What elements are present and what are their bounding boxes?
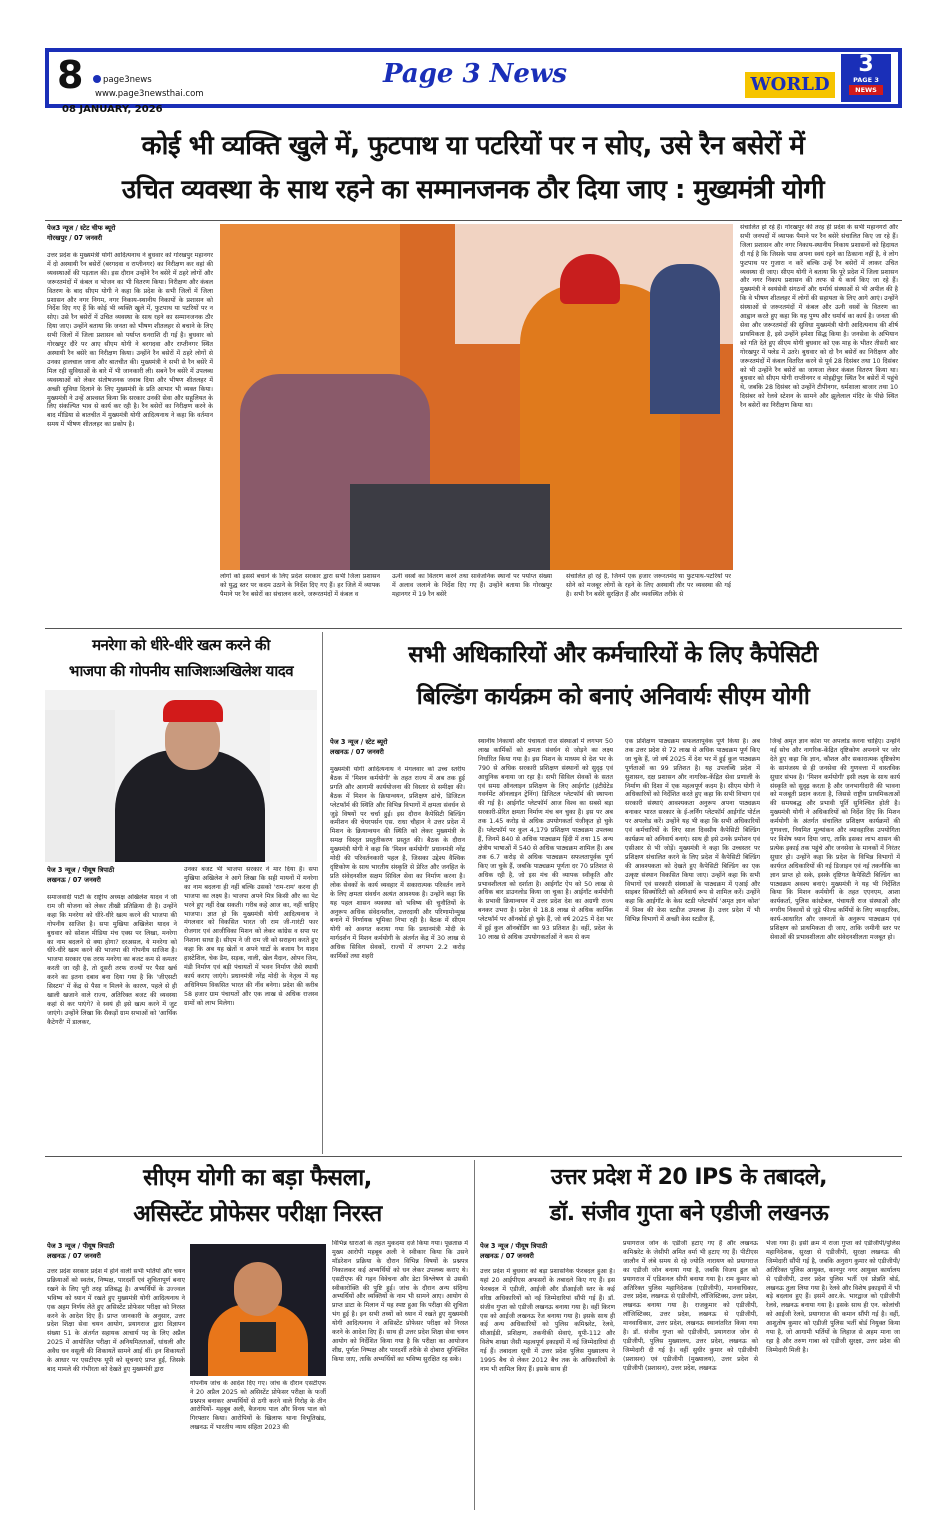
story5-byline — [480, 1242, 616, 1266]
story1-headline-line2: उचित व्यवस्था के साथ रहने का सम्मानजनक ठौर दिया जाए : मुख्यमंत्री योगी — [121, 175, 825, 205]
story4-column-2: विभिन्न धाराओं के तहत मुकदमा दर्ज किया गया। पूछताछ में मुख्य आरोपी महबूब अली ने स्वीकार किया कि उसने मॉडरेशन प्रक्रिया के दौरान विभिन्न विषयों के प्रश्नपत्र निकालकर कई अभ्यर्थियों को धन लेकर उपलब्ध कराए थे। एसटीएफ की गहन विवेचना और डेटा विश्लेषण से उसकी स्वीकारोक्ति की पुष्टि हुई। जांच के दौरान अन्य संदिग्ध अभ्यर्थियों और व्यक्तियों के नाम भी सामने आए। आयोग से प्राप्त डाटा के मिलान में यह स्पष्ट हुआ कि परीक्षा की शुचिता भंग हुई है। इन सभी तथ्यों को ध्यान में रखते हुए मुख्यमंत्री योगी आदित्यनाथ ने असिस्टेंट प्रोफेसर परीक्षा को निरस्त करने के आदेश दिए हैं। साथ ही उत्तर प्रदेश शिक्षा सेवा चयन आयोग को निर्देशित किया गया है कि परीक्षा का आयोजन शीघ्र, पूर्णतः निष्पक्ष और पारदर्शी तरीके से दोबारा सुनिश्चित किया जाए, ताकि अभ्यर्थियों का भविष्य सुरक्षित रह सके। — [332, 1240, 468, 1363]
story3-byline-source: पेज 3 न्यूज / स्टेट ब्यूरो — [330, 738, 388, 746]
photo-figure-right — [270, 710, 317, 862]
story4-headline-line2: असिस्टेंट प्रोफेसर परीक्षा निरस्त — [133, 1201, 382, 1227]
story5-column-1: उत्तर प्रदेश में बुधवार को बड़ा प्रशासनिक फेरबदल हुआ है। यहां 20 आईपीएस अफसरों के तबादले किए गए हैं। इस फेरबदल में एडीजी, आईजी और डीआईजी स्तर के कई वरिष्ठ अधिकारियों को नई जिम्मेदारियां सौंपी गई हैं। डॉ. संजीव गुप्ता को एडीजी लखनऊ बनाया गया है। वहीं किरण एस को आईजी लखनऊ रेंज बनाया गया है। इसके साथ ही कई अन्य अधिकारियों को पुलिस कमिश्नरेट, रेलवे, सीआईडी, प्रशिक्षण, तकनीकी सेवाएं, यूपी-112 और विशेष शाखा जैसी महत्वपूर्ण इकाइयों में नई जिम्मेदारियां दी गई हैं। तबादला सूची में उत्तर प्रदेश पुलिस मुख्यालय ने 1995 बैच से लेकर 2012 बैच तक के अधिकारियों के नाम भी शामिल किए हैं। इसके साथ ही — [480, 1268, 615, 1373]
story1-caption-a: लोगों को इससे बचाने के लिए प्रदेश सरकार द्वारा सभी जिला प्रशासन को युद्ध स्तर पर कदम उठाने के निर्देश दिए गए हैं। हर जिले में व्यापक पैमाने पर रैन बसेरों का संचालन करने, जरूरतमंदों में कंबल व — [220, 573, 380, 598]
story2-divider — [322, 632, 323, 1154]
story5-headline-line2: डॉ. संजीव गुप्ता बने एडीजी लखनऊ — [549, 1201, 829, 1226]
story3-headline[interactable] — [326, 634, 900, 726]
story5-column-3: भेजा गया है। इसी क्रम में राजा गुप्ता को एडीजीपी/पुलिस महानिदेशक, सुरक्षा से एडीजीपी, सुरक्षा लखनऊ की जिम्मेदारी सौंपी गई है, जबकि अनुराग कुमार को एडीजीपी/अतिरिक्त पुलिस आयुक्त, कानपुर नगर आयुक्त कार्यालय से एडीजीपी, उत्तर प्रदेश पुलिस भर्ती एवं प्रोन्नति बोर्ड, लखनऊ तुला लिया गया है। रेलवे और विशेष इकाइयों में भी बड़े बदलाव हुए हैं। इसमें आर.के. भारद्वाज को एडीजीपी रेलवे, लखनऊ बनाया गया है। इसके साथ ही एन. कोलांची को आईजी रेलवे, प्रयागराज की कमान सौंपी गई है। वहीं, आशुतोष कुमार को एडीजी पुलिस भर्ती बोर्ड नियुक्त किया गया है, जो आगामी भर्तियों के लिहाज से अहम माना जा रहा है और तरुण गाबा को एडीजी सुरक्षा, उत्तर प्रदेश की जिम्मेदारी मिली है। — [766, 1240, 900, 1354]
story2-byline-source: पेज 3 न्यूज / पीयूष त्रिपाठी — [47, 866, 115, 874]
badge-number: 3 — [858, 54, 874, 77]
story4-column-1: उत्तर प्रदेश सरकार प्रदेश में होने वाली सभी भर्तियों और चयन प्रक्रियाओं को स्वतंत्र, निष्पक्ष, पारदर्शी एवं शुचितापूर्ण बनाए रखने के लिए पूरी तरह प्रतिबद्ध है। अभ्यर्थियों के उज्ज्वल भविष्य को ध्यान में रखते हुए मुख्यमंत्री योगी आदित्यनाथ ने एक अहम निर्णय लेते हुए असिस्टेंट प्रोफेसर परीक्षा को निरस्त करने के आदेश दिए हैं। प्राप्त जानकारी के अनुसार, उत्तर प्रदेश शिक्षा सेवा चयन आयोग, प्रयागराज द्वारा विज्ञापन संख्या 51 के अंतर्गत सहायक आचार्य पद के लिए अप्रैल 2025 में आयोजित परीक्षा में अनियमितताओं, धांधली और अवैध धन वसूली की शिकायतें सामने आई थीं। इन शिकायतों के आधार पर एसटीएफ यूपी को सूचनाएं प्राप्त हुईं, जिसके बाद मामले की गंभीरता को देखते हुए मुख्यमंत्री द्वारा — [47, 1268, 185, 1373]
story2-byline — [47, 866, 207, 890]
story4-byline-place: लखनऊ / 07 जनवरी — [47, 1252, 101, 1260]
story2-column-2: उनका बजट भी भाजपा सरकार ने मार दिया है। सपा मुखिया अखिलेश ने आगे लिखा कि सही मायनों में मनरेगा का नाम बदलना ही नहीं बल्कि उसको 'राम-राम' करना ही भाजपा का लक्ष्य है। भाजपा अपने मित्र किसी और का पेट भरने हुए नहीं देख सकती। गरीब कहे आज का, नहीं चाहिए भाजपा। ज्ञात हो कि मुख्यमंत्री योगी आदित्यनाथ ने मंगलवार को विकसित भारत जी राम जी-गारंटी फार रोजगार एवं आजीविका मिशन को लेकर कांग्रेस व सपा पर निशाना साधा है। सीएम ने जी राम जी को सराहना करते हुए कहा कि अब यह खेतों व अपने घाटों के बजाय रैन यादव हास्टेशिल, चेक डैम, सड़क, नाली, खेल मैदान, ओपन जिम, मंडी निर्माण एवं बड़ी पंचायतों में भवन निर्माण जैसे स्थायी कार्य कराए जाएंगे। प्रधानमंत्री नरेंद्र मोदी के नेतृत्व में यह अधिनियम विकसित भारत की नींव बनेगा। प्रदेश की करीब 58 हजार ग्राम पंचायतों और एक लाख से अधिक राजस्व ग्रामों को लाभ मिलेगा। — [184, 866, 318, 1007]
badge-line2: NEWS — [849, 85, 883, 95]
story3-column-2: स्थानीय निकायों और पंचायतों राज संस्थाओं में लगभग 50 लाख कार्मिकों को क्षमता संवर्धन से जोड़ने का लक्ष्य निर्धारित किया गया है। इस मिशन के माध्यम से देश भर के 790 से अधिक सरकारी प्रशिक्षण संस्थानों को सुदृढ़ एवं आधुनिक बनाया जा रहा है। सभी सिविल सेवकों के सतत एवं समग्र ऑनलाइन प्रशिक्षण के लिए आईगॉट (इंटीग्रेटेड गवर्नमेंट ऑनलाइन ट्रेनिंग) डिजिटल प्लेटफॉर्म की स्थापना की गई है। आईगॉट प्लेटफॉर्म आज विश्व का सबसे बड़ा सरकारी-प्रेरित क्षमता निर्माण मंच बन चुका है। इस पर अब तक 1.45 करोड़ से अधिक उपयोगकर्ता पंजीकृत हो चुके हैं। प्लेटफॉर्म पर कुल 4,179 प्रशिक्षण पाठ्यक्रम उपलब्ध हैं, जिनमें 840 से अधिक पाठ्यक्रम हिंदी में तथा 15 अन्य क्षेत्रीय भाषाओं में 540 से अधिक पाठ्यक्रम शामिल हैं। अब तक 6.7 करोड़ से अधिक पाठ्यक्रम सफलतापूर्वक पूर्ण किए जा चुके हैं, जबकि पाठ्यक्रम पूर्णता दर 70 प्रतिशत से अधिक रही है, जो इस मंच की व्यापक स्वीकृति और प्रभावशीलता को दर्शाता है। आईगॉट ऐप को 50 लाख से अधिक बार डाउनलोड किया जा चुका है। आईगॉट कर्मयोगी के प्रभावी क्रियान्वयन में उत्तर प्रदेश देश का अग्रणी राज्य बनकर उभरा है। प्रदेश से 18.8 लाख से अधिक कार्मिक प्लेटफॉर्म पर ऑनबोर्ड हो चुके हैं, जो वर्ष 2025 में देश भर में हुई कुल ऑनबोर्डिंग का 93 प्रतिशत है। वहीं, प्रदेश के 10 लाख से अधिक उपयोगकर्ताओं ने कम से कम — [478, 738, 613, 941]
story4-headline-line1: सीएम योगी का बड़ा फैसला, — [143, 1165, 372, 1191]
photo-microphones — [240, 1322, 276, 1352]
middle-bottom-rule — [45, 1156, 902, 1157]
story1-caption-c: संचालित हो रहे हैं, जिनमें एक हजार जरूरतमंद या फुटपाथ-पटरियों पर सोने को मजबूर लोगों के रहने के लिए अस्थायी तौर पर व्यवस्था की गई है। सभी रैन बसेरे सुरक्षित हैं और व्यवस्थित तरीके से — [566, 573, 731, 598]
story3-column-3: एक प्रशिक्षण पाठ्यक्रम सफलतापूर्वक पूर्ण किया है। अब तक उत्तर प्रदेश से 72 लाख से अधिक पाठ्यक्रम पूर्ण किए जा चुके हैं, जो वर्ष 2025 में देश भर में हुई कुल पाठ्यक्रम पूर्णताओं का 99 प्रतिशत है। यह उपलब्धि प्रदेश में सुशासन, दक्ष प्रशासन और नागरिक-केंद्रित सेवा प्रणाली के निर्माण की दिशा में एक महत्वपूर्ण कदम है। सीएम योगी ने अधिकारियों को निर्देशित करते हुए कहा कि सभी विभाग एवं सरकारी संस्थाएं आवश्यकता अनुरूप अपना पाठ्यक्रम बनाकर भारत सरकार के ई-लर्निंग प्लेटफॉर्म आईगॉट पोर्टल पर अपलोड करें। उन्होंने यह भी कहा कि सभी अधिकारियों एवं कर्मचारियों के लिए साल दिवसीय कैपेसिटी बिल्डिंग कार्यक्रम को अनिवार्य बनाएं। साथ ही इसे उनके प्रमोशन एवं एसीआर से भी जोड़ें। मुख्यमंत्री ने कहा कि उच्चस्तर पर प्रशिक्षण संचालित करने के लिए प्रदेश में कैपेसिटी बिल्डिंग की आवश्यकता को देखते हुए कैपेसिटी बिल्डिंग का एक उत्कृष्ट संस्थान विकसित किया जाए। उन्होंने कहा कि सभी विभागों एवं सरकारी संस्थाओं के पाठ्यक्रम में एआई और साइबर सिक्योरिटी को अनिवार्य रूप से शामिल करें। उन्होंने कहा कि आईगॉट के केस स्टडी प्लेटफॉर्म 'अमृत ज्ञान कोश' में विश्व की केस स्टडीज उपलब्ध हैं। उत्तर प्रदेश में भी विभिन्न विभागों में अच्छी केस स्टडीज हैं, — [625, 738, 760, 924]
photo-red-cap — [163, 700, 223, 722]
story3-byline-place: लखनऊ / 07 जनवरी — [330, 748, 384, 756]
story3-headline-line1: सभी अधिकारियों और कर्मचारियों के लिए कैपेसिटी — [408, 642, 818, 668]
social-handle[interactable]: page3news — [93, 74, 193, 86]
logo — [375, 54, 575, 94]
story3-column-4: जिन्हें अमृत ज्ञान कोश पर अपलोड करना चाहिए। उन्होंने नई सोच और नागरिक-केंद्रित दृष्टिकोण अपनाने पर जोर देते हुए कहा कि ज्ञान, कौशल और सकारात्मक दृष्टिकोण के सामंजस्य से ही जनसेवा की गुणवत्ता में वास्तविक सुधार संभव है। 'मिशन कर्मयोगी' इसी लक्ष्य के साथ कार्य संस्कृति को सुदृढ़ करता है और जनभागीदारी की भावना को मजबूती प्रदान करता है, जिससे राष्ट्रीय प्राथमिकताओं की समयबद्ध और प्रभावी पूर्ति सुनिश्चित होती है। मुख्यमंत्री योगी ने अधिकारियों को निर्देश दिए कि मिशन कर्मयोगी के अंतर्गत संचालित प्रशिक्षण कार्यक्रमों की गुणवत्ता, नियमित मूल्यांकन और व्यावहारिक उपयोगिता पर विशेष ध्यान दिया जाए, ताकि इसका लाभ शासन की प्रत्येक इकाई तक पहुंचे और जनसेवा के मानकों में निरंतर सुधार हो। उन्होंने कहा कि प्रदेश के विभिन्न विभागों में कार्यरत अधिकारियों की नई डिजाइन एवं नई तकनीकि का ज्ञान प्राप्त हो सके, इसके दृष्टिगत कैपेसिटी बिल्डिंग का पाठ्यक्रम अवश्य बनाएं। मुख्यमंत्री ने यह भी निर्देशित किया कि मिशन कर्मयोगी के तहत एएनएम, आशा कार्यकर्ता, पुलिस कांस्टेबल, पंचायती राज संस्थाओं और नगरीय निकायों से जुड़े फील्ड कर्मियों के लिए व्यवहारिक, कार्य-आधारित और जरूरतों के अनुरूप पाठ्यक्रम एवं प्रशिक्षण को प्राथमिकता दी जाए, ताकि जमीनी स्तर पर सेवाओं की प्रभावशीलता और संवेदनशीलता मजबूत हो। — [770, 738, 900, 941]
story4-caption: गोपनीय जांच के आदेश दिए गए। जांच के दौरान एसटीएफ ने 20 अप्रैल 2025 को असिस्टेंट प्रोफेसर परीक्षा के फर्जी प्रश्नपत्र बनाकर अभ्यर्थियों से ठगी करने वाले गिरोह के तीन आरोपियों- महबूब अली, बैजनाथ पाल और विनय पाल को गिरफ्तार किया। आरोपियों के खिलाफ थाना विभूतिखंड, लखनऊ में भारतीय न्याय संहिता 2023 की — [190, 1380, 326, 1431]
story1-photo — [220, 224, 733, 570]
story2-headline[interactable] — [45, 632, 317, 686]
website-link[interactable]: www.page3newsthai.com — [95, 89, 204, 99]
story4-divider — [474, 1160, 475, 1510]
page3-badge — [841, 54, 891, 102]
story1-headline-line1: कोई भी व्यक्ति खुले में, फुटपाथ या पटरियों पर न सोए, उसे रैन बसेरों में — [141, 131, 805, 161]
story4-photo — [190, 1244, 326, 1376]
story5-column-2: प्रयागराज जोन के एडीजी हटाए गए हैं और लखनऊ कमिश्नरेट के जेसीपी अमित वर्मा भी हटाए गए हैं। पीटीएस जालौन में लंबे समय से रहे ज्योति नारायण को प्रयागराज का एडीजी जोन बनाया गया है, जबकि विजय ढुल को प्रयागराज में एडिशनल सीपी बनाया गया है। राम कुमार को अतिरिक्त पुलिस महानिदेशक (एडीजीपी), मानवाधिकार, उत्तर प्रदेश, लखनऊ से एडीजीपी, लॉजिस्टिक्स, उत्तर प्रदेश, लखनऊ बनाया गया है। राजकुमार को एडीजीपी, लॉजिस्टिक्स, उत्तर प्रदेश, लखनऊ से एडीजीपी, मानवाधिकार, उत्तर प्रदेश, लखनऊ स्थानांतरित किया गया है। डॉ. संजीव गुप्ता को एडीजीपी, प्रयागराज जोन से एडीजीपी, पुलिस मुख्यालय, उत्तर प्रदेश, लखनऊ को जिम्मेदारी दी गई है। वहीं सुधीर कुमार को एडीजीपी (प्रशासन) एवं एडीजीपी (मुख्यालय), उत्तर प्रदेश से एडीजीपी (प्रशासन), उत्तर प्रदेश, लखनऊ — [623, 1240, 758, 1372]
story2-column-1: समाजवादी पार्टी के राष्ट्रीय अध्यक्ष अखिलेश यादव ने जी राम जी योजना को लेकर तीखी प्रतिक्रिया दी है। उन्होंने कहा कि मनरेगा को धीरे-धीरे खत्म करने की भाजपा की गोपनीय साजिश है। सपा मुखिया अखिलेश यादव ने बुधवार को सोशल मीडिया मंच एक्स पर लिखा, मनरेगा का नाम बदलने से क्या होगा? दरअसल, ये मनरेगा को धीरे-धीरे खत्म करने की भाजपा की गोपनीय साजिश है। भाजपा सरकार एक तरफ मनरेगा का बजट कम से कमतर करती जा रही है, तो दूसरी तरफ राज्यों पर पैसा खर्च करने का इतना दबाव बना दिया गया है कि 'जीएसटी सिस्टम' में केंद्र से पैसा न मिलने के कारण, पहले से ही खाली खजाने वाले राज्य, अतिरिक्त बजट की व्यवस्था कहां से कर पाएंगे? वे स्वयं ही इसे खत्म करने में जुट जाएंगे। उन्होंने लिखा कि सैकड़ों ग्राम सभाओं को 'आर्थिक कैटेगरी' में डालकर, — [47, 894, 177, 1026]
masthead — [45, 48, 902, 108]
photo-blankets — [350, 484, 550, 570]
logo-text: Page 3 News — [383, 59, 567, 89]
photo-face — [234, 1262, 282, 1316]
story1-column-1: उत्तर प्रदेश के मुख्यमंत्री योगी आदित्यनाथ ने बुधवार को गोरखपुर महानगर में दो अस्थायी रैन बसेरों (बरगदवा व राप्तीनगर) का निरीक्षण कर वहां की व्यवस्थाओं की पड़ताल की। इस दौरान उन्होंने रैन बसेरे में ठहरे लोगों और जरूरतमंदों में कंबल व भोजन का भी वितरण किया। निरीक्षण और कंबल वितरण के बाद सीएम योगी ने कहा कि प्रदेश के सभी जिलों में जिला प्रशासन और नगर निगम, नगर निकाय-स्थानीय निकायों के प्रशासन को निर्देश दिए गए हैं कि कोई भी व्यक्ति खुले में, फुटपाथ या पटरियों पर न सोए। उसे रैन बसेरों में उचित व्यवस्था के साथ रहने का सम्मानजनक ठौर दिया जाए। उन्होंने बताया कि जनता को भीषण शीतलहर से बचाने के लिए सभी जिलों में जिला प्रशासन को पर्याप्त धनराशि दी गई है। बुधवार को गोरखपुर दौरे पर आए सीएम योगी ने बरगदवा और राप्तीनगर स्थित अस्थायी रैन बसेरे का निरीक्षण किया। उन्होंने रैन बसेरों में ठहरे लोगों से उनका हालचाल जाना और बातचीत की। मुख्यमंत्री ने सभी से रैन बसेरे में मिल रही सुविधाओं के बारे में भी जानकारी ली। सबने रैन बसेरे में उपलब्ध व्यवस्थाओं को लेकर संतोषजनक जवाब दिया और भीषण शीतलहर में अच्छी सुविधा दिलाने के लिए मुख्यमंत्री के प्रति आभार भी व्यक्त किया। मुख्यमंत्री ने उन्हें आश्वस्त किया कि सरकार उनकी सेवा और सहूलियत के लिए संकल्पित भाव से कार्य कर रही है। रैन बसेरों का निरीक्षण करने के बाद मीडिया से बातचीत में मुख्यमंत्री योगी आदित्यनाथ ने कहा कि वर्तमान समय में भीषण शीतलहर का प्रकोप है। — [47, 252, 213, 429]
story4-byline-source: पेज 3 न्यूज / पीयूष त्रिपाठी — [47, 1242, 115, 1250]
story2-photo — [45, 690, 317, 862]
story4-headline[interactable] — [45, 1160, 470, 1236]
issue-date: 08 JANUARY, 2026 — [62, 104, 163, 115]
photo-figure-left — [45, 710, 115, 862]
story2-headline-line1: मनरेगा को धीरे-धीरे खत्म करने की — [92, 636, 270, 654]
story1-byline — [47, 224, 215, 248]
story2-byline-place: लखनऊ / 07 जनवरी — [47, 876, 101, 884]
badge-line1: PAGE 3 — [853, 76, 879, 84]
story1-bottom-rule — [45, 628, 902, 629]
section-label: WORLD — [750, 74, 830, 95]
story1-headline[interactable] — [48, 124, 898, 216]
story3-column-1: मुख्यमंत्री योगी आदित्यनाथ ने मंगलवार को उच्च स्तरीय बैठक में 'मिशन कर्मयोगी' के तहत राज्य में अब तक हुई प्रगति और आगामी कार्ययोजना की विस्तार से समीक्षा की। बैठक में मिशन के क्रियान्वयन, प्रशिक्षण ढांचे, डिजिटल प्लेटफॉर्म की स्थिति और विभिन्न विभागों में क्षमता संवर्धन से जुड़े विषयों पर चर्चा हुई। इस दौरान कैपेसिटी बिल्डिंग कमीशन की चेयरपर्सन एस. राधा चौहान ने उत्तर प्रदेश में मिशन के क्रियान्वयन की स्थिति को लेकर मुख्यमंत्री के समक्ष विस्तृत प्रस्तुतीकरण प्रस्तुत की। बैठक के दौरान मुख्यमंत्री योगी ने कहा कि 'मिशन कर्मयोगी' प्रधानमंत्री नरेंद्र मोदी की परिवर्तनकारी पहल है, जिसका उद्देश्य वैश्विक दृष्टिकोण के साथ भारतीय संस्कृति से प्रेरित और जनहित के प्रति संवेदनशील सक्षम सिविल सेवा का निर्माण करना है। लोक सेवकों के कार्य व्यवहार में सकारात्मक परिवर्तन लाने के लिए क्षमता संवर्धन अत्यंत आवश्यक है। उन्होंने कहा कि यह पहल शासन व्यवस्था को भविष्य की चुनौतियों के अनुरूप अधिक संवेदनशील, उत्तरदायी और परिणामोन्मुख बनाने में निर्णायक भूमिका निभा रही है। बैठक में सीएम योगी को अवगत कराया गया कि प्रधानमंत्री मोदी के मार्गदर्शन में मिशन कर्मयोगी के अंतर्गत केंद्र में 30 लाख से अधिक सिविल सेवकों, राज्यों में लगभग 2.2 करोड़ कार्मिकों तथा शहरी — [330, 766, 465, 961]
photo-man-right — [650, 264, 720, 414]
story5-byline-place: लखनऊ / 07 जनवरी — [480, 1252, 534, 1260]
section-tag — [745, 72, 835, 98]
story1-byline-place: गोरखपुर / 07 जनवरी — [47, 234, 103, 242]
story5-headline-line1: उत्तर प्रदेश में 20 IPS के तबादले, — [551, 1165, 827, 1190]
story4-byline — [47, 1242, 187, 1266]
page-number: 8 — [57, 54, 84, 96]
story3-headline-line2: बिल्डिंग कार्यक्रम को बनाएं अनिवार्यः सीएम योगी — [416, 684, 810, 710]
story2-headline-line2: भाजपा की गोपनीय साजिशःअखिलेश यादव — [68, 662, 294, 680]
story5-byline-source: पेज 3 न्यूज / पीयूष त्रिपाठी — [480, 1242, 548, 1250]
story3-byline — [330, 738, 465, 762]
story1-top-rule — [45, 220, 902, 221]
story1-caption-b: ऊनी वस्त्रों का वितरण करने तथा सार्वजनिक स्थानों पर पर्याप्त संख्या में अलाव जलाने के निर्देश दिए गए हैं। उन्होंने बताया कि गोरखपुर महानगर में 19 रैन बसेरे — [392, 573, 552, 598]
story1-byline-source: पेज3 न्यूज / स्टेट चीफ ब्यूरो — [47, 224, 116, 232]
facebook-icon — [93, 75, 101, 83]
story1-column-right: संचालित हो रहे हैं। गोरखपुर की तरह ही प्रदेश के सभी महानगरों और सभी जनपदों में व्यापक पैमाने पर रैन बसेरे संचालित किए जा रहे हैं। जिला प्रशासन और नगर निकाय-स्थानीय निकाय प्रशासनों को हिदायत दी गई है कि जिसके पास अपना स्वयं रहने का ठिकाना नहीं है, वे लोग फुटपाथ पर गुजारा न करें बल्कि उन्हें रैन बसेरों में लाकर उचित व्यवस्था दी जाए। सीएम योगी ने बताया कि पूरे प्रदेश में जिला प्रशासन और नगर निकाय प्रशासन की तरफ से ये कार्य किए जा रहे हैं। मुख्यमंत्री ने स्वयंसेवी संगठनों और धर्मार्थ संस्थाओं से भी अपील की है कि वे भीषण शीतलहर में लोगों की सहायता के लिए आगे आएं। उन्होंने संस्थाओं से जरूरतमंदों में कंबल और ऊनी वस्त्रों के वितरण का आह्वान करते हुए कहा कि यह पुण्य और धर्मार्थ का कार्य है। जनता की सेवा और जरूरतमंदों की सुविधा मुख्यमंत्री योगी आदित्यनाथ की शीर्ष प्राथमिकता है, इसे उन्होंने हमेशा सिद्ध किया है। जनसेवा के अभियान को गति देते हुए सीएम योगी बुधवार को एक माह के भीतर तीसरी बार गोरखपुर में फ्लेड में उतरे। बुधवार को दो रैन बसेरों का निरीक्षण और जरूरतमंदों में कंबल वितरित करने से पूर्व 28 दिसंबर तथा 10 दिसंबर को भी उन्होंने रैन बसेरों का जायजा लेकर कंबल वितरण किया था। बुधवार को सीएम योगी राप्तीनगर व मोहद्दीपुर स्थित रैन बसेरों में पहुंचे थे, जबकि 28 दिसंबर को उन्होंने टीपीनगर, धर्मशाला बाजार तथा 10 दिसंबर को रेलवे स्टेशन के सामने और झूलेलाल मंदिर के पीछे स्थित रैन बसेरों का निरीक्षण किया था। — [740, 224, 898, 410]
story5-headline[interactable] — [478, 1160, 900, 1236]
